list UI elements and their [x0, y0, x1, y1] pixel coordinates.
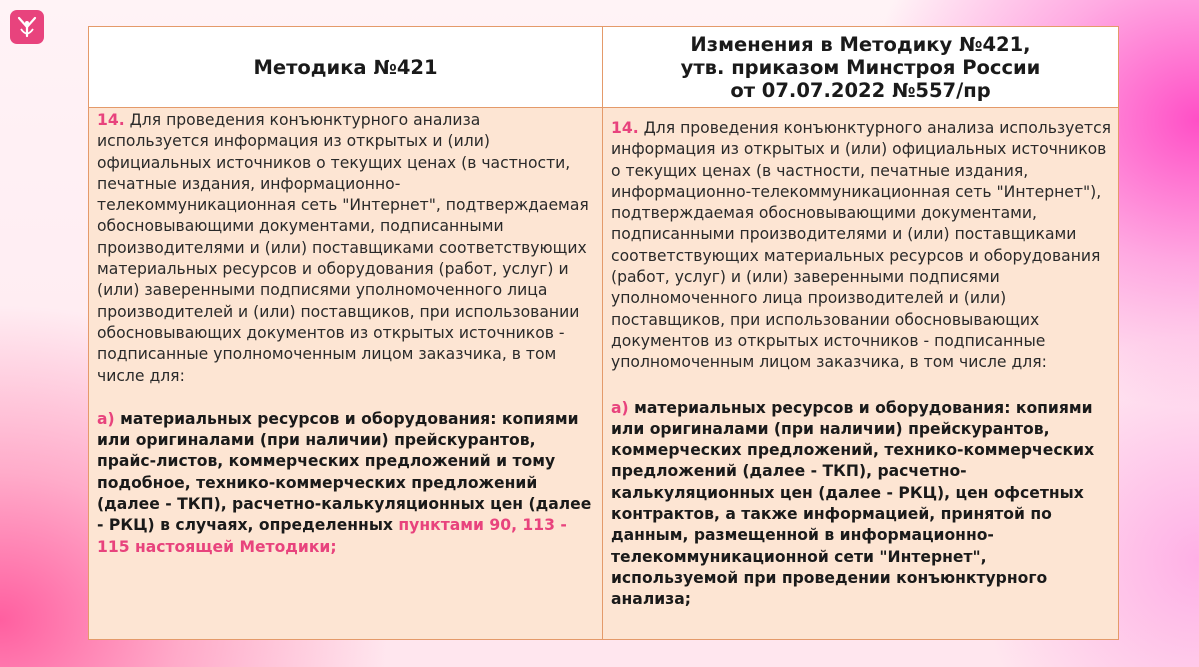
left-sub-reference: пунктами 90, 113 - 115 настоящей Методики;: [97, 516, 567, 556]
brand-logo-glyph: [14, 14, 40, 40]
right-title-line: утв. приказом Минстроя России: [680, 55, 1041, 79]
right-sub-letter: а): [611, 398, 629, 417]
header-right: [603, 27, 1119, 108]
left-sub-letter: а): [97, 409, 115, 428]
header-left: [89, 27, 603, 108]
right-title-line: от 07.07.2022 №557/пр: [730, 78, 991, 102]
right-item-text: Для проведения конъюнктурного анализа используется информация из открытых и (или) официальных источников о текущих ценах (в частности, печатные издания, информационно-телекоммуникационная сеть "Интернет"), подтверждаемая обосновывающими документами, подписанными производителями и (или) поставщиками соответствующих материальных ресурсов и оборудования (работ, услуг) и (или) заверенными подписями уполномоченного лица производителей и (или) поставщиков, при использовании обосновывающих документов из открытых источников - подписанные уполномоченным лицом заказчика, в том числе для:: [611, 119, 1112, 372]
left-item-paragraph: [97, 110, 596, 387]
right-item-paragraph: [611, 118, 1112, 374]
table-header-row: [89, 27, 1119, 108]
right-title-line: Изменения в Методику №421,: [690, 32, 1031, 56]
left-sub-text: материальных ресурсов и оборудования: копиями или оригиналами (при наличии) прейскурантов, прайс-листов, коммерческих предложений и тому подобное, технико-коммерческих предложений (далее - ТКП), расчетно-калькуляционных цен (далее - РКЦ) в случаях, определенных: [97, 409, 592, 535]
table-body-row: [89, 108, 1119, 640]
brand-logo-icon: [10, 10, 44, 44]
right-cell: [603, 108, 1119, 640]
right-item-number: 14.: [611, 119, 639, 137]
left-subitem-paragraph: [97, 409, 596, 558]
comparison-table: [88, 26, 1119, 640]
left-cell: [89, 108, 603, 640]
right-title: [613, 33, 1108, 102]
right-sub-text: материальных ресурсов и оборудования: копиями или оригиналами (при наличии) прейскурантов, коммерческих предложений, технико-коммерческих предложений (далее - ТКП), расчетно-калькуляционных цен (далее - РКЦ), цен офсетных контрактов, а также информацией, принятой по данным, размещенной в информационно-телекоммуникационной сети "Интернет", используемой при проведении конъюнктурного анализа;: [611, 398, 1095, 609]
right-subitem-paragraph: [611, 398, 1112, 611]
left-item-number: 14.: [97, 111, 125, 129]
left-title: Методика №421: [253, 55, 438, 79]
left-item-text: Для проведения конъюнктурного анализа используется информация из открытых и (или) официальных источников о текущих ценах (в частности, печатные издания, информационно-телекоммуникационная сеть "Интернет", подтверждаемая обосновывающими документами, подписанными производителями и (или) поставщиками соответствующих материальных ресурсов и оборудования (работ, услуг) и (или) заверенными подписями уполномоченного лица производителей и (или) поставщиков, при использовании обосновывающих документов из открытых источников - подписанные уполномоченным лицом заказчика, в том числе для:: [97, 111, 589, 385]
